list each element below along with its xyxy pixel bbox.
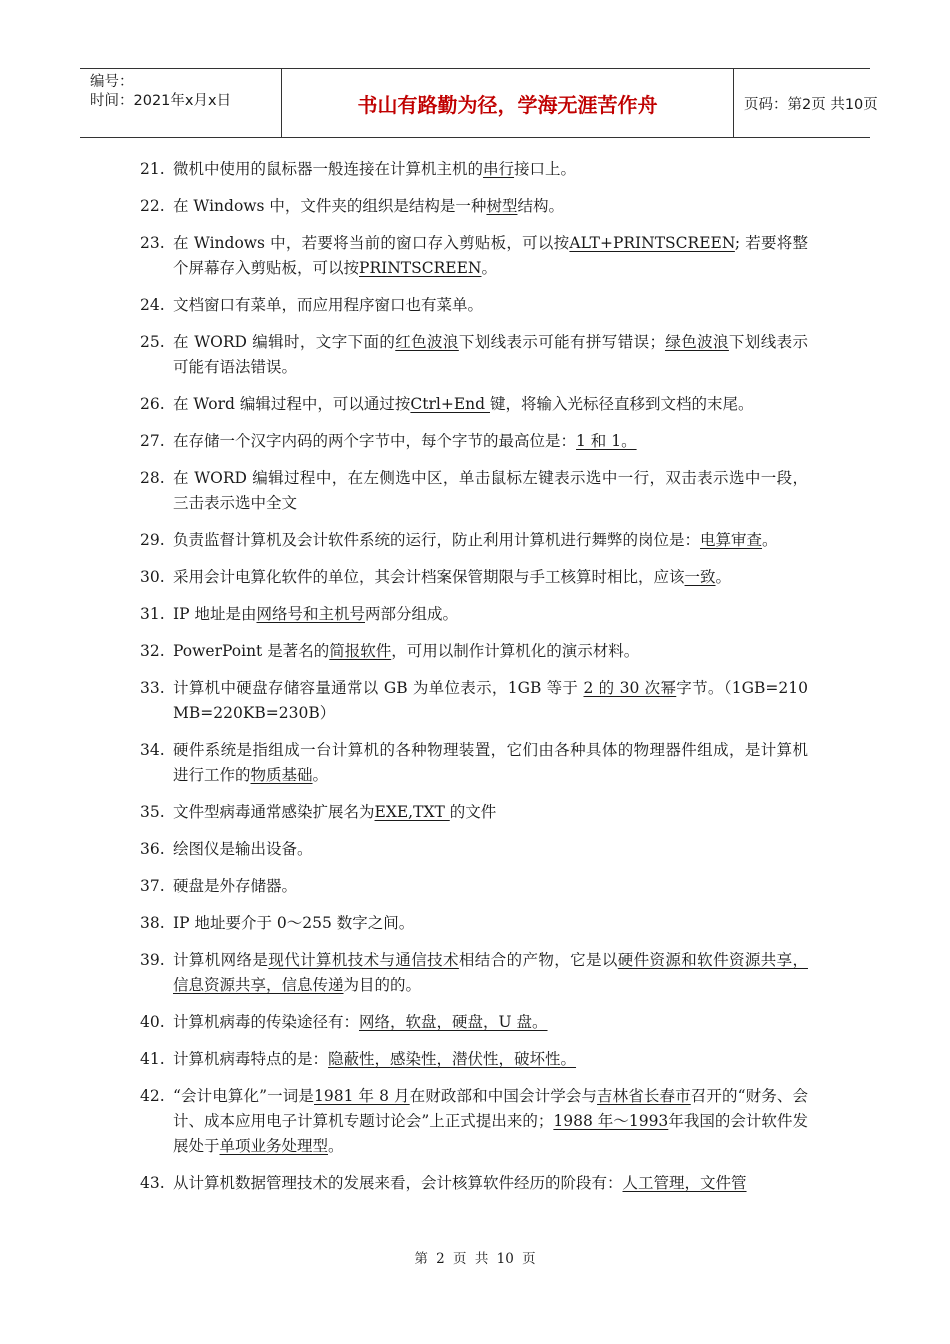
answer-underlined: 绿色波浪: [664, 333, 729, 351]
question-item: [140, 565, 808, 590]
question-item: [140, 293, 808, 318]
question-text: [173, 948, 808, 998]
answer-underlined: 网络号和主机号: [256, 605, 365, 623]
question-text-segment: 。: [715, 568, 732, 586]
answer-underlined: 一致: [684, 568, 716, 586]
question-number: 40.: [140, 1013, 165, 1031]
question-text-segment: IP 地址是由: [173, 605, 257, 623]
question-item: [140, 429, 808, 454]
question-text-segment: 在 Windows 中，若要将当前的窗口存入剪贴板，可以按: [173, 234, 570, 252]
question-number: 39.: [140, 951, 165, 969]
question-text: [173, 1084, 808, 1159]
answer-underlined: 隐蔽性，感染性，潜伏性，破坏性。: [328, 1050, 577, 1068]
question-number: 35.: [140, 803, 165, 821]
question-text: [173, 1171, 808, 1196]
page-footer: 第 2 页 共 10 页: [414, 1251, 536, 1267]
header-motto: 书山有路勤为径，学海无涯苦作舟: [282, 69, 734, 137]
question-item: [140, 1047, 808, 1072]
question-text: [173, 738, 808, 788]
question-text-segment: 硬盘是外存储器。: [173, 877, 298, 895]
question-text-segment: 文件型病毒通常感染扩展名为: [173, 803, 375, 821]
question-item: [140, 466, 808, 516]
question-item: [140, 528, 808, 553]
question-text: [173, 837, 808, 862]
question-text: [173, 157, 808, 182]
answer-underlined: PRINTSCREEN: [359, 259, 482, 277]
question-text: [173, 330, 808, 380]
question-number: 21.: [140, 160, 165, 178]
question-number: 37.: [140, 877, 165, 895]
question-text: [173, 1010, 808, 1035]
question-number: 30.: [140, 568, 165, 586]
question-text-segment: 。: [312, 766, 329, 784]
question-text-segment: 计算机病毒的传染途径有：: [173, 1013, 360, 1031]
question-number: 38.: [140, 914, 165, 932]
question-item: [140, 1010, 808, 1035]
question-item: [140, 194, 808, 219]
question-number: 34.: [140, 741, 165, 759]
question-number: 22.: [140, 197, 165, 215]
answer-underlined: 人工管理，文件管: [622, 1174, 747, 1192]
question-text-segment: 在 Windows 中，文件夹的组织是结构是一种: [173, 197, 487, 215]
question-text-segment: 为目的的。: [343, 976, 422, 994]
question-text-segment: 在 Word 编辑过程中，可以通过按: [173, 395, 411, 413]
question-text-segment: 在财政部和中国会计学会与: [409, 1087, 598, 1105]
question-text-segment: ，可用以制作计算机化的演示材料。: [391, 642, 640, 660]
question-number: 26.: [140, 395, 165, 413]
question-text-segment: 相结合的产物，它是以: [458, 951, 618, 969]
question-text-segment: 的文件: [449, 803, 497, 821]
question-item: [140, 392, 808, 417]
question-text-segment: PowerPoint 是著名的: [173, 642, 330, 660]
question-number: 27.: [140, 432, 165, 450]
question-item: [140, 911, 808, 936]
question-text-segment: 从计算机数据管理技术的发展来看，会计核算软件经历的阶段有：: [173, 1174, 623, 1192]
question-text-segment: 。: [328, 1137, 344, 1155]
answer-underlined: 1 和 1。: [576, 432, 637, 450]
question-list: [140, 157, 808, 1208]
question-number: 33.: [140, 679, 165, 697]
question-text-segment: 在 WORD 编辑时，文字下面的: [173, 333, 396, 351]
question-text: [173, 231, 808, 281]
answer-underlined: EXE,TXT: [374, 803, 450, 821]
question-text-segment: 采用会计电算化软件的单位，其会计档案保管期限与手工核算时相比，应该: [173, 568, 685, 586]
question-text: [173, 293, 808, 318]
question-text-segment: “会计电算化”一词是: [173, 1087, 314, 1105]
question-text-segment: 接口上。: [514, 160, 577, 178]
question-text-segment: 绘图仪是输出设备。: [173, 840, 313, 858]
question-item: [140, 639, 808, 664]
question-text: [173, 911, 808, 936]
question-item: [140, 738, 808, 788]
question-item: [140, 231, 808, 281]
answer-underlined: 单项业务处理型: [219, 1137, 329, 1155]
answer-underlined: 硬件资源和软件资源共享，信息资源共享，信息传递: [173, 951, 808, 994]
question-item: [140, 1084, 808, 1159]
question-text-segment: 计算机病毒特点的是：: [173, 1050, 329, 1068]
question-text: [173, 639, 808, 664]
answer-underlined: 串行: [483, 160, 515, 178]
question-text-segment: 计算机网络是: [173, 951, 269, 969]
answer-underlined: ALT+PRINTSCREEN: [569, 234, 735, 252]
question-text-segment: 文档窗口有菜单，而应用程序窗口也有菜单。: [173, 296, 484, 314]
question-text-segment: 硬件系统是指组成一台计算机的各种物理装置，它们由各种具体的物理器件组成，是计算机进行工作的: [173, 741, 808, 784]
answer-underlined: 网络，软盘，硬盘，U 盘。: [359, 1013, 548, 1031]
answer-underlined: 吉林省长春市: [597, 1087, 691, 1105]
question-text-segment: 。: [481, 259, 497, 277]
question-item: [140, 948, 808, 998]
document-time-label: 时间：2021年x月x日: [90, 93, 232, 109]
question-text-segment: 负责监督计算机及会计软件系统的运行，防止利用计算机进行舞弊的岗位是：: [173, 531, 701, 549]
question-text: [173, 676, 808, 726]
question-text-segment: 计算机中硬盘存储容量通常以 GB 为单位表示，1GB 等于: [173, 679, 584, 697]
question-number: 25.: [140, 333, 165, 351]
question-text-segment: 。: [762, 531, 778, 549]
question-number: 31.: [140, 605, 165, 623]
question-item: [140, 330, 808, 380]
question-text-segment: 结构。: [517, 197, 564, 215]
question-number: 42.: [140, 1087, 165, 1105]
question-item: [140, 157, 808, 182]
question-text: [173, 1047, 808, 1072]
question-number: 29.: [140, 531, 165, 549]
answer-underlined: 2 的 30 次幂: [583, 679, 677, 697]
question-text-segment: IP 地址要介于 0～255 数字之间。: [173, 914, 415, 932]
question-text-segment: 字节。（1GB=210MB=220KB=230B）: [173, 679, 808, 722]
question-text: [173, 466, 808, 516]
answer-underlined: 物质基础: [250, 766, 313, 784]
question-item: [140, 837, 808, 862]
question-text: [173, 800, 808, 825]
answer-underlined: 电算审查: [700, 531, 763, 549]
question-item: [140, 1171, 808, 1196]
document-number-label: 编号：: [90, 74, 134, 90]
question-text-segment: 在 WORD 编辑过程中，在左侧选中区，单击鼠标左键表示选中一行，双击表示选中一段，三击表示选中全文: [173, 469, 808, 512]
question-number: 36.: [140, 840, 165, 858]
question-text-segment: 召开的“财务、会计、成本应用电子计算机专题讨论会”上正式提出来的；: [173, 1087, 808, 1130]
question-number: 24.: [140, 296, 165, 314]
answer-underlined: 树型: [486, 197, 518, 215]
question-text-segment: 两部分组成。: [365, 605, 459, 623]
question-item: [140, 602, 808, 627]
question-number: 23.: [140, 234, 165, 252]
question-text-segment: 微机中使用的鼠标器一般连接在计算机主机的: [173, 160, 484, 178]
question-item: [140, 800, 808, 825]
question-text: [173, 874, 808, 899]
question-text: [173, 194, 808, 219]
question-text: [173, 429, 808, 454]
question-number: 32.: [140, 642, 165, 660]
question-text-segment: 下划线表示可能有拼写错误；: [458, 333, 665, 351]
answer-underlined: Ctrl+End: [410, 395, 490, 413]
question-text-segment: 年我国的会计软件发展处于: [173, 1112, 808, 1155]
question-text-segment: 在存储一个汉字内码的两个字节中，每个字节的最高位是：: [173, 432, 577, 450]
answer-underlined: 现代计算机技术与通信技术: [268, 951, 459, 969]
page-header: [80, 68, 878, 138]
question-number: 41.: [140, 1050, 165, 1068]
question-number: 43.: [140, 1174, 165, 1192]
header-meta-cell: [80, 69, 282, 137]
question-item: [140, 874, 808, 899]
answer-underlined: 简报软件: [329, 642, 392, 660]
header-page-number: 页码：第2页 共10页: [744, 96, 878, 113]
question-text-segment: 下划线表示可能有语法错误。: [173, 333, 808, 376]
question-text: [173, 528, 808, 553]
question-text: [173, 392, 808, 417]
answer-underlined: 红色波浪: [395, 333, 459, 351]
answer-underlined: 1988 年～1993: [553, 1112, 669, 1130]
question-text-segment: ; 若要将整个屏幕存入剪贴板，可以按: [173, 234, 808, 277]
question-item: [140, 676, 808, 726]
question-text: [173, 565, 808, 590]
question-text-segment: 键，将输入光标径直移到文档的末尾。: [490, 395, 754, 413]
question-number: 28.: [140, 469, 165, 487]
answer-underlined: 1981 年 8 月: [314, 1087, 410, 1105]
question-text: [173, 602, 808, 627]
